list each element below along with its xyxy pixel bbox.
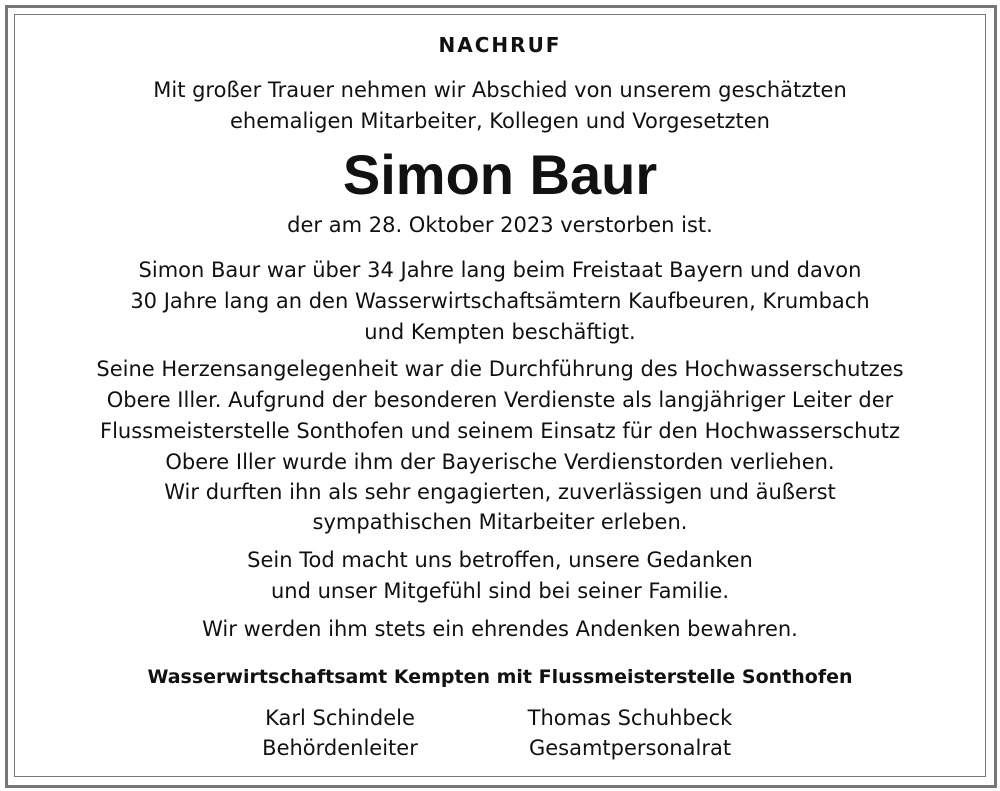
paragraph-line: und unser Mitgefühl sind bei seiner Familie.: [270, 579, 730, 603]
paragraph-line: Seine Herzensangelegenheit war die Durchführung des Hochwasserschutzes: [96, 357, 904, 381]
intro-line: ehemaligen Mitarbeiter, Kollegen und Vorgesetzten: [230, 109, 770, 133]
paragraph-line: und Kempten beschäftigt.: [364, 320, 636, 344]
deceased-name: Simon Baur: [342, 143, 658, 206]
signatory-name: Thomas Schuhbeck: [527, 706, 733, 730]
intro-line: Mit großer Trauer nehmen wir Abschied von unserem geschätzten: [153, 78, 847, 102]
paragraph-line: Obere Iller wurde ihm der Bayerische Verdienstorden verliehen.: [165, 450, 835, 474]
organization-name: Wasserwirtschaftsamt Kempten mit Flussmeisterstelle Sonthofen: [147, 666, 853, 688]
closing-line: Wir werden ihm stets ein ehrendes Andenken bewahren.: [202, 617, 798, 641]
signatory-role: Gesamtpersonalrat: [528, 736, 732, 760]
paragraph-line: Simon Baur war über 34 Jahre lang beim Freistaat Bayern und davon: [138, 258, 862, 282]
signatory-role: Behördenleiter: [262, 736, 418, 760]
paragraph-line: Wir durften ihn als sehr engagierten, zuverlässigen und äußerst: [164, 480, 836, 504]
paragraph-line: sympathischen Mitarbeiter erleben.: [312, 510, 688, 534]
notice-heading: NACHRUF: [438, 33, 562, 57]
death-date-line: der am 28. Oktober 2023 verstorben ist.: [287, 213, 713, 237]
signatory-name: Karl Schindele: [265, 706, 415, 730]
paragraph-line: Obere Iller. Aufgrund der besonderen Verdienste als langjähriger Leiter der: [106, 388, 894, 412]
paragraph-line: Flussmeisterstelle Sonthofen und seinem Einsatz für den Hochwasserschutz: [100, 419, 900, 443]
paragraph-line: 30 Jahre lang an den Wasserwirtschaftsämtern Kaufbeuren, Krumbach: [130, 289, 870, 313]
paragraph-line: Sein Tod macht uns betroffen, unsere Gedanken: [247, 548, 753, 572]
